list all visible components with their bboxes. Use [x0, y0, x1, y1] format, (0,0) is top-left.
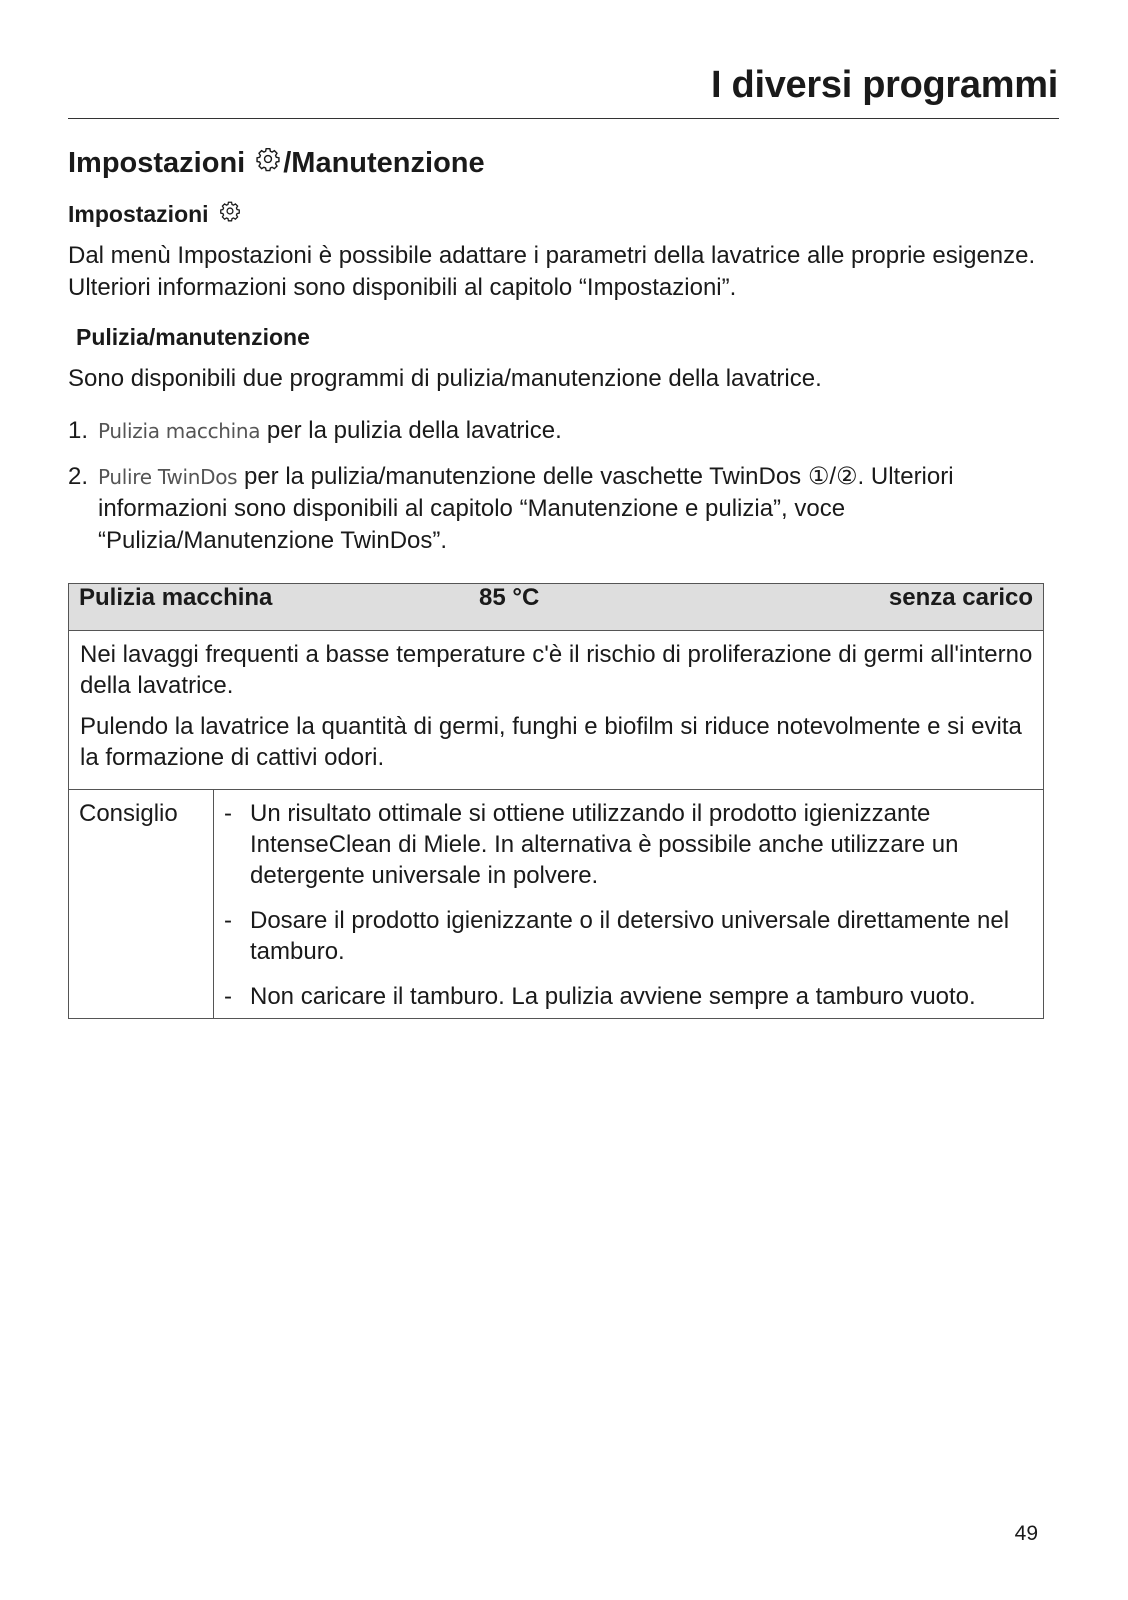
tip-item: [224, 798, 1033, 891]
display-text-pulire-twindos: Pulire TwinDos: [98, 465, 238, 489]
display-text-pulizia-macchina: Pulizia macchina: [98, 419, 261, 443]
gear-icon: [255, 146, 281, 180]
tip-item: [224, 981, 1033, 1012]
tip-text: Non caricare il tamburo. La pulizia avviene sempre a tamburo vuoto.: [250, 983, 976, 1010]
page-header-title: I diversi programmi: [711, 64, 1058, 106]
list-item: [68, 415, 1062, 447]
impostazioni-heading: [68, 200, 1062, 228]
description-paragraph: Nei lavaggi frequenti a basse temperature c'è il rischio di proliferazione di germi all'interno della lavatrice.: [80, 641, 1033, 699]
list-item-text: per la pulizia/manutenzione delle vaschette TwinDos ①/②. Ulteriori informazioni sono disponibili al capitolo “Manutenzione e pulizia”, voce “Pulizia/Manutenzione TwinDos”.: [98, 463, 954, 554]
list-item-number: 2.: [68, 463, 89, 490]
gear-icon: [219, 200, 241, 228]
list-item-text: per la pulizia della lavatrice.: [260, 417, 562, 444]
table-row: [69, 631, 1044, 790]
pulizia-heading: Pulizia/manutenzione: [76, 324, 310, 350]
tip-bullet: -: [224, 800, 232, 827]
list-item: [68, 461, 1062, 557]
pulizia-intro: Sono disponibili due programmi di pulizia/manutenzione della lavatrice.: [68, 365, 822, 392]
impostazioni-text: Dal menù Impostazioni è possibile adattare i parametri della lavatrice alle proprie esigenze. Ulteriori informazioni sono disponibili al capitolo “Impostazioni”.: [68, 242, 1036, 301]
list-item-number: 1.: [68, 417, 89, 444]
tip-cell: [214, 790, 1044, 1019]
tip-text: Dosare il prodotto igienizzante o il detersivo universale direttamente nel tamburo.: [250, 907, 1010, 965]
section-title-part2: /Manutenzione: [283, 146, 485, 179]
program-load: senza carico: [888, 584, 1033, 611]
program-temperature: 85 °C: [479, 584, 540, 611]
section-title-part1: Impostazioni: [68, 146, 246, 179]
description-cell: [69, 631, 1044, 790]
description-paragraph: Pulendo la lavatrice la quantità di germi, funghi e biofilm si riduce notevolmente e si evita la formazione di cattivi odori.: [80, 713, 1022, 771]
tip-bullet: -: [224, 907, 232, 934]
program-list: [68, 415, 1062, 557]
program-name: Pulizia macchina: [79, 584, 273, 611]
page-number: 49: [1014, 1522, 1038, 1545]
program-table: [68, 583, 1044, 1019]
table-row: [69, 790, 1044, 1019]
page-content: [68, 146, 1062, 1019]
tip-bullet: -: [224, 983, 232, 1010]
section-title: [68, 146, 1062, 180]
tip-text: Un risultato ottimale si ottiene utilizzando il prodotto igienizzante IntenseClean di Miele. In alternativa è possibile anche utilizzare un detergente universale in polvere.: [250, 800, 959, 889]
tip-item: [224, 905, 1033, 967]
impostazioni-heading-label: Impostazioni: [68, 200, 209, 227]
header-divider: [68, 118, 1059, 119]
table-header-row: [69, 584, 1044, 631]
tip-label: Consiglio: [69, 790, 214, 1019]
